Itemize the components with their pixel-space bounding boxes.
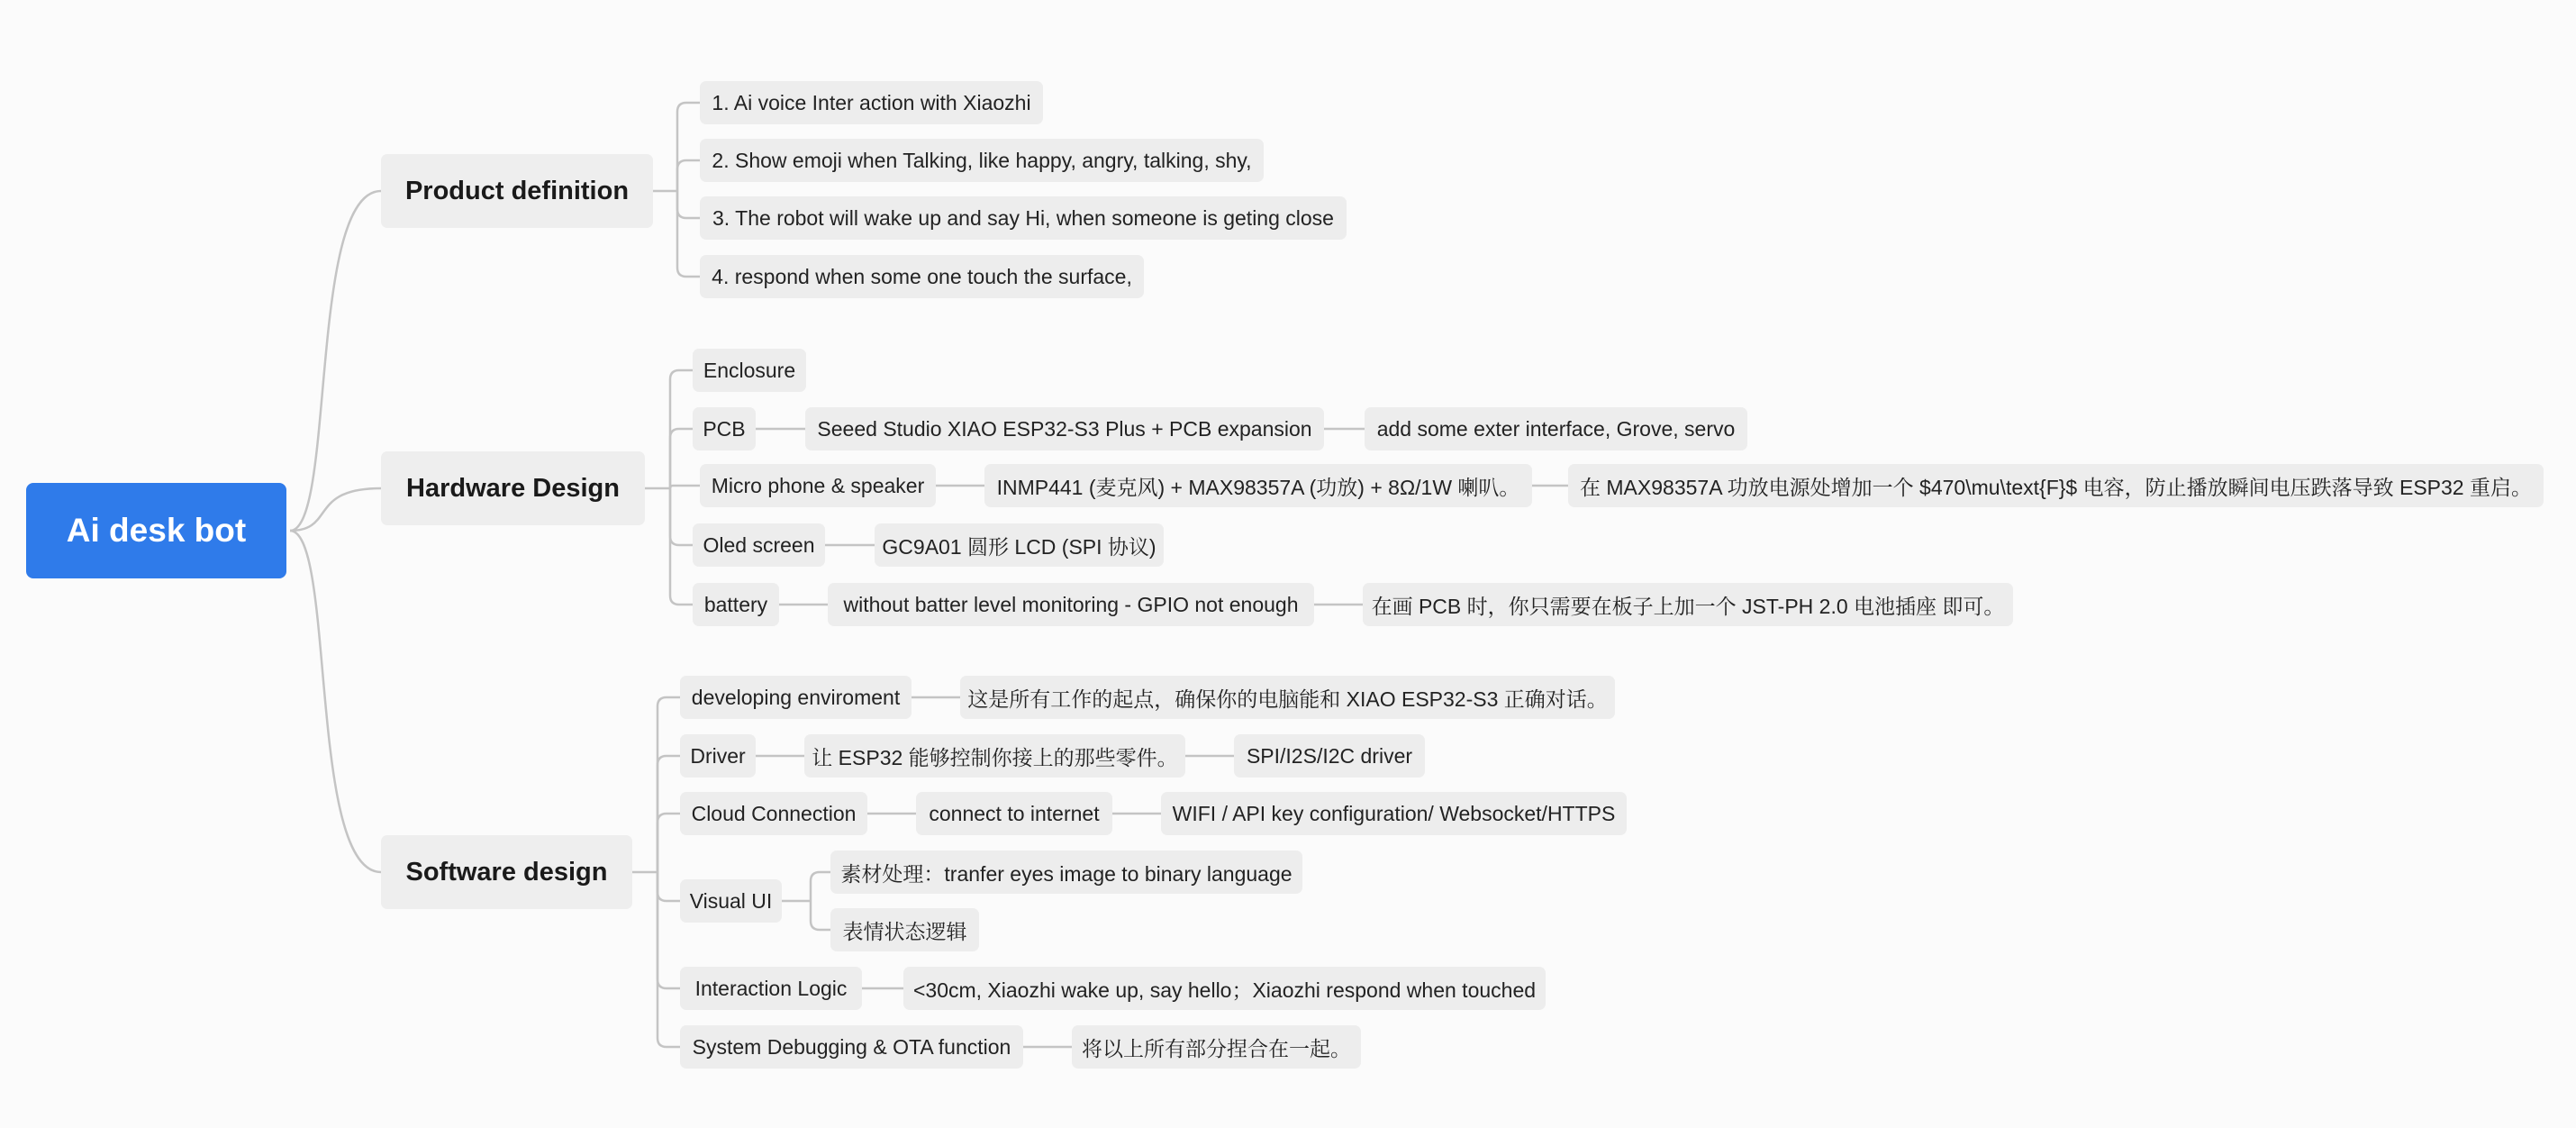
software-visual-ui[interactable]: Visual UI bbox=[680, 879, 782, 923]
child-connector bbox=[658, 697, 680, 872]
product-item-2[interactable]: 2. Show emoji when Talking, like happy, angry, talking, shy, bbox=[700, 139, 1264, 182]
battery-note[interactable]: 在画 PCB 时，你只需要在板子上加一个 JST-PH 2.0 电池插座 即可。 bbox=[1363, 583, 2013, 626]
child-connector bbox=[677, 191, 700, 218]
branch-hardware-design[interactable]: Hardware Design bbox=[381, 451, 645, 525]
hardware-mic-speaker[interactable]: Micro phone & speaker bbox=[700, 464, 936, 507]
mic-detail[interactable]: INMP441 (麦克风) + MAX98357A (功放) + 8Ω/1W 喇叭。 bbox=[984, 464, 1532, 507]
branch-product-definition[interactable]: Product definition bbox=[381, 154, 653, 228]
environment-detail[interactable]: 这是所有工作的起点，确保你的电脑能和 XIAO ESP32-S3 正确对话。 bbox=[960, 676, 1615, 719]
branch-connector bbox=[290, 488, 381, 531]
interaction-detail[interactable]: <30cm, Xiaozhi wake up, say hello；Xiaozhi respond when touched bbox=[903, 967, 1546, 1010]
cloud-note[interactable]: WIFI / API key configuration/ Websocket/HTTPS bbox=[1161, 792, 1627, 835]
child-connector bbox=[658, 814, 680, 872]
child-connector bbox=[658, 872, 680, 988]
product-item-3[interactable]: 3. The robot will wake up and say Hi, when someone is geting close bbox=[700, 196, 1347, 240]
hardware-battery[interactable]: battery bbox=[693, 583, 779, 626]
hardware-pcb[interactable]: PCB bbox=[693, 407, 756, 450]
child-connector bbox=[670, 488, 693, 545]
child-connector bbox=[670, 488, 693, 605]
child-connector bbox=[677, 191, 700, 277]
child-connector bbox=[677, 103, 700, 191]
debug-detail[interactable]: 将以上所有部分捏合在一起。 bbox=[1072, 1025, 1361, 1069]
child-connector bbox=[670, 486, 700, 488]
cloud-detail[interactable]: connect to internet bbox=[916, 792, 1112, 835]
mic-note[interactable]: 在 MAX98357A 功放电源处增加一个 $470\mu\text{F}$ 电容，防止播放瞬间电压跌落导致 ESP32 重启。 bbox=[1568, 464, 2544, 507]
software-cloud-connection[interactable]: Cloud Connection bbox=[680, 792, 867, 835]
pcb-detail[interactable]: Seeed Studio XIAO ESP32-S3 Plus + PCB expansion bbox=[805, 407, 1324, 450]
software-developing-environment[interactable]: developing enviroment bbox=[680, 676, 912, 719]
driver-note[interactable]: SPI/I2S/I2C driver bbox=[1234, 734, 1425, 778]
software-debugging-ota[interactable]: System Debugging & OTA function bbox=[680, 1025, 1023, 1069]
child-connector bbox=[677, 160, 700, 191]
child-connector bbox=[670, 429, 693, 488]
product-item-4[interactable]: 4. respond when some one touch the surface, bbox=[700, 255, 1144, 298]
battery-detail[interactable]: without batter level monitoring - GPIO not enough bbox=[828, 583, 1314, 626]
root-node[interactable]: Ai desk bot bbox=[26, 483, 286, 578]
branch-connector bbox=[290, 191, 381, 531]
child-connector bbox=[811, 872, 830, 901]
software-driver[interactable]: Driver bbox=[680, 734, 756, 778]
branch-software-design[interactable]: Software design bbox=[381, 835, 632, 909]
driver-detail[interactable]: 让 ESP32 能够控制你接上的那些零件。 bbox=[804, 734, 1185, 778]
hardware-enclosure[interactable]: Enclosure bbox=[693, 349, 806, 392]
visual-ui-item-2[interactable]: 表情状态逻辑 bbox=[830, 908, 979, 951]
product-item-1[interactable]: 1. Ai voice Inter action with Xiaozhi bbox=[700, 81, 1043, 124]
visual-ui-item-1[interactable]: 素材处理：tranfer eyes image to binary language bbox=[830, 851, 1302, 894]
pcb-note[interactable]: add some exter interface, Grove, servo bbox=[1365, 407, 1747, 450]
oled-detail[interactable]: GC9A01 圆形 LCD (SPI 协议) bbox=[875, 523, 1164, 567]
child-connector bbox=[658, 872, 680, 901]
hardware-oled-screen[interactable]: Oled screen bbox=[693, 523, 825, 567]
branch-connector bbox=[290, 531, 381, 872]
child-connector bbox=[811, 901, 830, 930]
software-interaction-logic[interactable]: Interaction Logic bbox=[680, 967, 862, 1010]
